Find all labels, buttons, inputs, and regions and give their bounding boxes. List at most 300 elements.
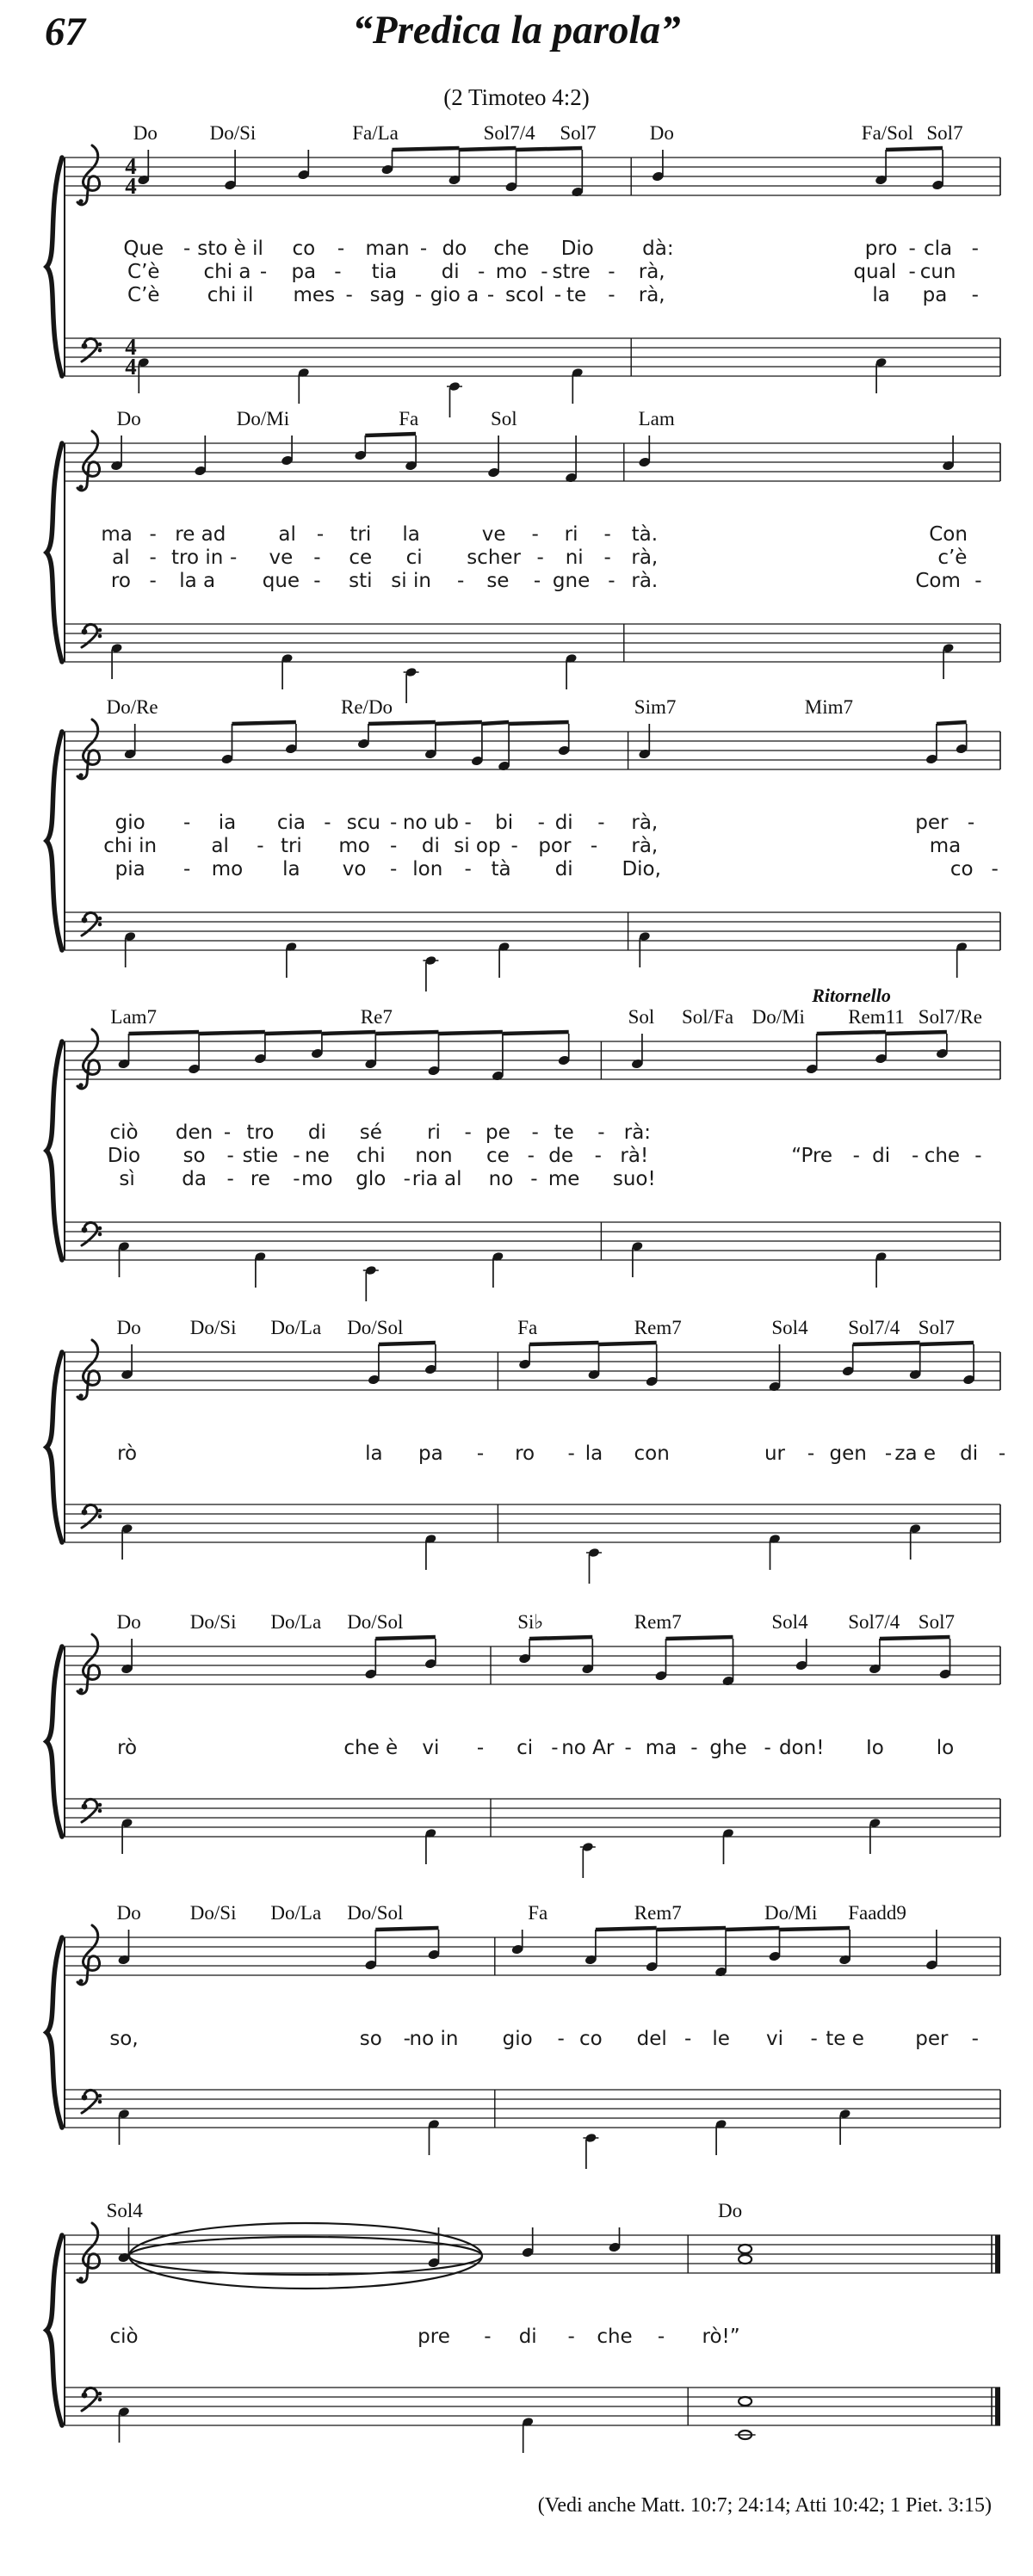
lyric-syllable: c’è [937,547,968,569]
lyric-syllable: re [250,1168,270,1190]
lyric-syllable: sti [349,570,373,592]
system-7 [0,1901,1033,2175]
chord-label: Sol4 [771,1611,808,1633]
lyric-syllable: al [112,547,130,569]
chord-label: Sol7 [918,1611,955,1633]
lyric-syllable: si in [391,570,431,592]
lyric-syllable: rà, [631,812,659,834]
final-barline [995,2235,1000,2273]
beam [937,722,967,724]
lyric-hyphen: - [230,547,238,569]
lyric-hyphen: - [603,547,611,569]
lyric-syllable: pia [114,858,145,880]
lyric-hyphen: - [476,1442,485,1465]
lyric-hyphen: - [334,261,342,283]
lyric-syllable: que [262,570,300,592]
beam [529,1343,598,1344]
lyric-hyphen: - [345,284,353,306]
chord-label: Do [116,408,141,429]
lyric-syllable: la [365,1442,383,1465]
chord-label: Do/La [270,1317,322,1338]
time-signature: 4 [125,173,137,199]
lyric-hyphen: - [974,570,982,592]
lyric-syllable: rà, [631,835,659,857]
lyric-hyphen: - [531,523,539,546]
beam [920,1343,974,1344]
song-number: 67 [45,9,85,54]
lyric-hyphen: - [603,523,611,546]
lyric-hyphen: - [530,1168,538,1190]
chord-label: Do [649,122,674,144]
lyric-syllable: Que [123,238,164,260]
final-barline [995,2388,1000,2425]
lyric-hyphen: - [183,238,191,260]
lyric-syllable: lo [936,1737,955,1759]
lyric-hyphen: - [567,2326,575,2348]
chord-label: Do/Si [189,1902,237,1924]
beam [880,1637,950,1639]
lyric-syllable: scu [346,812,380,834]
lyric-syllable: vo [342,858,367,880]
lyric-syllable: mo [338,835,370,857]
lyric-hyphen: - [510,835,518,857]
lyric-syllable: che [493,238,529,260]
lyric-syllable: la [282,858,300,880]
chord-label: Sim7 [634,696,677,718]
lyric-syllable: vi [765,2028,784,2050]
lyric-syllable: rò [117,1442,138,1465]
lyric-syllable: per [915,812,949,834]
section-label-ritornello: Ritornello [812,985,891,1006]
lyric-syllable: Dio [560,238,594,260]
chord-label: Sol/Fa [682,1006,734,1028]
lyric-syllable: pa [922,284,948,306]
lyric-syllable: stie [242,1145,279,1167]
lyric-syllable: se [486,570,510,592]
beam [375,1637,436,1639]
lyric-syllable: di [518,2326,537,2348]
lyric-syllable: “Pre [791,1145,833,1167]
lyric-syllable: so [182,1145,206,1167]
lyric-syllable: ciò [109,1121,139,1144]
whole-note [739,2397,752,2406]
lyric-syllable: den [175,1121,213,1144]
lyric-syllable: tà [491,858,511,880]
lyric-hyphen: - [293,1168,300,1190]
lyric-syllable: di [960,1442,979,1465]
lyric-syllable: me [547,1168,580,1190]
lyric-syllable: al [278,523,296,546]
lyric-hyphen: - [226,1168,234,1190]
lyric-line-2 [0,547,1033,570]
chord-label: Sol7 [918,1317,955,1338]
chord-label: Faadd9 [848,1902,906,1924]
beam [379,1343,436,1344]
beam [817,1032,886,1034]
lyric-syllable: del [636,2028,667,2050]
lyric-hyphen: - [464,812,472,834]
system-4 [0,985,1033,1307]
lyric-syllable: tia [371,261,398,283]
lyric-line-1 [0,2326,1033,2349]
lyric-syllable: ria al [411,1168,462,1190]
chord-label: Sol4 [106,2200,143,2221]
lyric-syllable: gio a [430,284,479,306]
chord-label: Do/Mi [752,1006,805,1028]
lyric-syllable: bi [495,812,514,834]
lyric-syllable: ce [486,1145,510,1167]
lyric-hyphen: - [478,261,486,283]
lyric-line-2 [0,261,1033,284]
beam [375,1032,438,1034]
lyric-syllable: che [597,2326,633,2348]
bass-clef-icon [82,912,102,936]
lyric-hyphen: - [403,1168,411,1190]
lyric-hyphen: - [597,812,605,834]
lyric-syllable: mes [293,284,336,306]
lyric-syllable: gne [552,570,591,592]
lyric-hyphen: - [484,2326,492,2348]
system-2 [0,407,1033,709]
chord-label: Lam7 [110,1006,158,1028]
chord-label: Do/Mi [764,1902,818,1924]
lyric-syllable: ma [645,1737,677,1759]
lyric-hyphen: - [536,547,544,569]
lyric-syllable: tro in [171,547,224,569]
system-3 [0,695,1033,998]
lyric-syllable: lon [412,858,443,880]
lyric-hyphen: - [531,1121,539,1144]
lyric-syllable: tà. [631,523,659,546]
lyric-hyphen: - [810,2028,818,2050]
lyric-hyphen: - [991,858,999,880]
lyric-syllable: don! [778,1737,825,1759]
lyric-syllable: re ad [175,523,226,546]
lyric-hyphen: - [971,2028,979,2050]
lyric-hyphen: - [257,835,264,857]
lyric-syllable: so [359,2028,382,2050]
chord-label: Do/Sol [347,1611,404,1633]
beam [853,1343,920,1344]
lyric-hyphen: - [149,523,157,546]
lyric-syllable: pa [418,1442,443,1465]
lyric-line-3 [0,570,1033,593]
lyric-line-3 [0,858,1033,881]
lyric-syllable: te [566,284,587,306]
chord-label: Do [116,1317,141,1338]
lyric-syllable: Con [929,523,968,546]
lyric-syllable: no [488,1168,514,1190]
lyric-syllable: la [585,1442,603,1465]
chord-label: Fa [517,1317,538,1338]
beam [322,1032,375,1034]
lyric-hyphen: - [457,570,465,592]
lyric-hyphen: - [807,1442,815,1465]
lyric-syllable: C’è [127,261,160,283]
lyric-hyphen: - [476,1737,485,1759]
beam [199,1032,265,1034]
lyric-syllable: di [441,261,460,283]
chord-label: Sol7 [926,122,963,144]
lyric-syllable: Com [915,570,961,592]
lyric-syllable: di [554,858,573,880]
lyric-syllable: la [402,523,420,546]
lyric-hyphen: - [657,2326,665,2348]
lyric-line-1 [0,523,1033,547]
lyric-syllable: qual [853,261,897,283]
lyric-hyphen: - [486,284,495,306]
lyric-syllable: le [712,2028,730,2050]
lyric-syllable: rà, [638,261,665,283]
lyric-syllable: so, [109,2028,139,2050]
song-title: “Predica la parola” [352,8,681,53]
lyric-hyphen: - [259,261,268,283]
lyric-syllable: la a [179,570,216,592]
lyric-syllable: za e [894,1442,937,1465]
lyric-hyphen: - [541,261,548,283]
lyric-syllable: si op [454,835,501,857]
lyric-syllable: con [634,1442,670,1465]
lyric-hyphen: - [624,1737,632,1759]
lyric-syllable: rà. [631,570,659,592]
lyric-syllable: scol [505,284,545,306]
lyric-syllable: tri [349,523,372,546]
lyric-hyphen: - [908,261,916,283]
beam [726,1928,779,1930]
lyric-syllable: Dio [107,1145,141,1167]
lyric-line-1 [0,2028,1033,2051]
chord-label: Do/Si [189,1317,237,1338]
lyric-syllable: rò [117,1737,138,1759]
lyric-syllable: da [182,1168,207,1190]
chord-label: Si♭ [517,1611,544,1633]
lyric-hyphen: - [149,547,157,569]
chord-label: Rem11 [848,1006,905,1028]
lyric-syllable: te [554,1121,574,1144]
chord-label: Do [133,122,158,144]
chord-label: Mim7 [804,696,854,718]
time-signature: 4 [125,334,137,360]
bass-clef-icon [82,1222,102,1245]
lyric-hyphen: - [554,284,562,306]
scripture-reference: (2 Timoteo 4:2) [443,84,590,110]
beam [886,1032,947,1034]
beam [509,722,569,724]
chord-label: Sol7 [560,122,597,144]
lyric-syllable: pa [291,261,317,283]
lyric-line-1 [0,1442,1033,1466]
lyric-syllable: ia [218,812,237,834]
lyric-syllable: co [579,2028,603,2050]
lyric-hyphen: - [974,1145,982,1167]
beam [529,1637,592,1639]
lyric-syllable: pro [864,238,898,260]
lyric-syllable: Dio, [622,858,661,880]
lyric-hyphen: - [316,523,325,546]
tie-arc [129,2237,482,2275]
chord-label: Sol7/4 [848,1317,900,1338]
lyric-syllable: no Ar [561,1737,615,1759]
lyric-syllable: ri [564,523,578,546]
lyric-hyphen: - [684,2028,692,2050]
chord-label: Sol7/Re [918,1006,982,1028]
lyric-syllable: che è [343,1737,399,1759]
lyric-syllable: ne [305,1145,330,1167]
lyric-syllable: scher [467,547,521,569]
chord-label: Fa/La [352,122,399,144]
beam [129,1032,200,1034]
chord-label: Do/Mi [236,408,290,429]
lyric-syllable: chi a [203,261,251,283]
lyric-syllable: di [307,1121,326,1144]
lyric-syllable: dà: [642,238,674,260]
lyric-hyphen: - [852,1145,860,1167]
system-8 [0,2199,1033,2473]
lyric-hyphen: - [464,1121,472,1144]
beam [516,148,583,150]
lyric-syllable: man [365,238,410,260]
beam [393,148,460,150]
bass-clef-icon [82,624,102,647]
lyric-hyphen: - [313,547,321,569]
bass-clef-icon [82,2090,102,2113]
whole-note [739,2245,752,2253]
lyric-hyphen: - [183,812,191,834]
lyric-line-1 [0,1737,1033,1760]
lyric-hyphen: - [567,1442,575,1465]
lyric-syllable: ri [427,1121,441,1144]
lyric-syllable: glo [356,1168,387,1190]
beam [482,722,509,724]
lyric-hyphen: - [971,284,979,306]
lyric-hyphen: - [971,238,979,260]
chord-label: Do/La [270,1611,322,1633]
lyric-syllable: ce [349,547,373,569]
chord-label: Do/Sol [347,1317,404,1338]
lyric-syllable: ma [929,835,962,857]
lyric-hyphen: - [608,284,615,306]
lyric-syllable: C’è [127,284,160,306]
lyric-hyphen: - [226,1145,234,1167]
chord-label: Sol7/4 [848,1611,900,1633]
chord-label: Fa/Sol [861,122,913,144]
chord-label: Sol [628,1006,655,1028]
lyric-hyphen: - [183,858,191,880]
lyric-syllable: ni [565,547,584,569]
chord-label: Fa [399,408,419,429]
lyric-hyphen: - [527,1145,535,1167]
lyric-syllable: rà! [620,1145,649,1167]
chord-label: Do/Si [189,1611,237,1633]
lyric-syllable: di [554,812,573,834]
lyric-hyphen: - [390,858,398,880]
beam [232,722,296,724]
beam [265,1032,322,1034]
lyric-hyphen: - [908,238,916,260]
lyric-syllable: rò!” [702,2326,740,2348]
lyric-hyphen: - [557,2028,565,2050]
lyric-syllable: chi il [207,284,254,306]
beam [503,1032,569,1034]
lyric-line-1 [0,1121,1033,1145]
time-signature: 4 [125,153,137,179]
lyric-syllable: mo [495,261,528,283]
beam [657,1928,726,1930]
lyric-syllable: mo [211,858,244,880]
lyric-hyphen: - [594,1145,602,1167]
lyric-syllable: sag [369,284,405,306]
lyric-hyphen: - [551,1737,559,1759]
chord-label: Sol [491,408,517,429]
chord-label: Sol7/4 [483,122,535,144]
lyric-syllable: rà, [631,547,659,569]
lyric-hyphen: - [293,1145,300,1167]
whole-note [739,2255,752,2264]
lyric-hyphen: - [597,1121,605,1144]
chord-label: Re/Do [341,696,393,718]
lyric-syllable: co [292,238,316,260]
lyric-hyphen: - [149,570,157,592]
lyric-hyphen: - [590,835,598,857]
lyric-syllable: ve [481,523,506,546]
lyric-syllable: pre [418,2326,450,2348]
lyric-hyphen: - [537,812,545,834]
beam [599,1343,657,1344]
time-signature: 4 [125,354,137,380]
lyric-syllable: di [872,1145,891,1167]
lyric-hyphen: - [223,1121,232,1144]
lyric-syllable: do [442,238,467,260]
tie-arc [129,2223,482,2289]
lyric-syllable: cla [924,238,953,260]
lyric-hyphen: - [464,858,472,880]
lyric-syllable: mo [301,1168,333,1190]
lyric-syllable: suo! [612,1168,656,1190]
lyric-hyphen: - [414,284,423,306]
lyric-line-1 [0,812,1033,835]
lyric-line-3 [0,1168,1033,1191]
system-1 [0,121,1033,423]
beam [375,1928,438,1930]
lyric-hyphen: - [967,812,975,834]
lyric-syllable: chi [356,1145,386,1167]
footer-reference: (Vedi anche Matt. 10:7; 24:14; Atti 10:42; 1 Piet. 3:15) [537,2494,992,2517]
lyric-hyphen: - [419,238,428,260]
bass-clef-icon [82,2388,102,2411]
lyric-syllable: sì [119,1168,135,1190]
chord-label: Rem7 [634,1611,682,1633]
lyric-syllable: sé [359,1121,382,1144]
chord-label: Do/Re [106,696,158,718]
lyric-syllable: pe [486,1121,510,1144]
beam [886,148,943,150]
lyric-syllable: ghe [709,1737,747,1759]
lyric-syllable: ur [764,1442,786,1465]
lyric-syllable: Io [865,1737,884,1759]
lyric-syllable: stre [552,261,591,283]
lyric-syllable: por [538,835,572,857]
lyric-syllable: gen [829,1442,867,1465]
lyric-hyphen: - [324,812,331,834]
lyric-syllable: di [421,835,440,857]
lyric-hyphen: - [390,835,398,857]
lyric-syllable: chi in [103,835,158,857]
lyric-syllable: te e [826,2028,864,2050]
chord-label: Re7 [360,1006,393,1028]
beam [368,722,436,724]
chord-label: Do/La [270,1902,322,1924]
lyric-syllable: ro [110,570,131,592]
